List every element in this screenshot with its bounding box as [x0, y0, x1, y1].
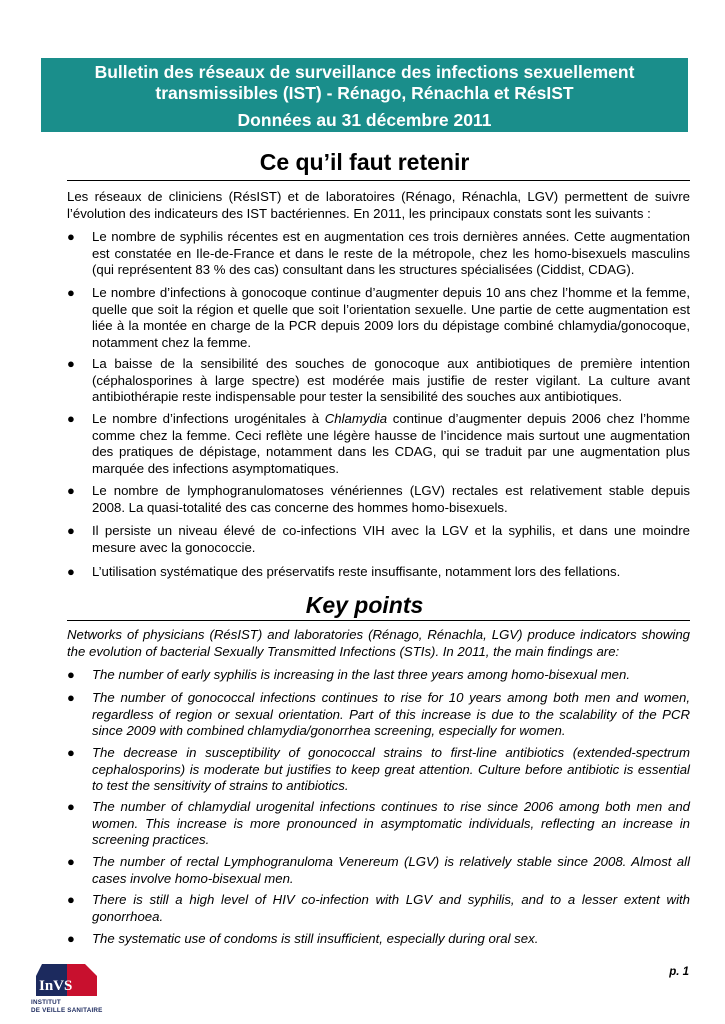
invs-logo-caption [31, 999, 103, 1014]
fr-bullet-5-text: Le nombre de lymphogranulomatoses vénériennes (LGV) rectales est relativement stable depuis 2008. La quasi-totalité des cas concerne des hommes homo-bisexuels. [92, 483, 690, 515]
en-bullet-6-text: There is still a high level of HIV co-infection with LGV and syphilis, and to a lesser extent with gonorrhoea. [92, 892, 690, 924]
fr-bullet-2-text: Le nombre d’infections à gonocoque continue d’augmenter depuis 10 ans chez l’homme et la femme, quelle que soit la région et quelle que soit l’orientation sexuelle. Une partie de cette augmentation est liée à la montée en charge de la PCR depuis 2009 lors du dépistage combiné chlamydia/gonocoque, notamment chez la femme. [92, 285, 690, 350]
bullet-icon: ● [67, 892, 75, 907]
en-intro: Networks of physicians (RésIST) and laboratories (Rénago, Rénachla, LGV) produce indicators showing the evolution of bacterial Sexually Transmitted Infections (STIs). In 2011, the main findings are: [67, 627, 690, 659]
fr-bullet-5 [67, 483, 690, 516]
en-bullet-2 [67, 690, 690, 740]
invs-logo-text: InVS [39, 978, 73, 994]
page-number: p. 1 [669, 966, 689, 978]
en-bullet-7 [67, 931, 690, 948]
fr-bullet-6 [67, 523, 690, 556]
fr-bullet-1-text: Le nombre de syphilis récentes est en augmentation ces trois dernières années. Cette augmentation est constatée en Ile-de-France et dans le reste de la métropole, chez les homo-bisexuels masculins (qui représentent 83 % des cas) consultant dans les structures spécialisées (Ciddist, CDAG). [92, 229, 690, 277]
bullet-icon: ● [67, 667, 75, 682]
invs-logo-mark [33, 962, 103, 998]
fr-bullet-3-text: La baisse de la sensibilité des souches de gonocoque aux antibiotiques de première intention (céphalosporines à large spectre) est modérée mais justifie de rester vigilant. La culture avant antibiothérapie reste indispensable pour tester la sensibilité des souches aux antibiotiques. [92, 356, 690, 404]
fr-bullet-7-text: L’utilisation systématique des préservatifs reste insuffisante, notamment lors des fellations. [92, 564, 621, 579]
fr-intro: Les réseaux de cliniciens (RésIST) et de laboratoires (Rénago, Rénachla, LGV) permettent de suivre l’évolution des indicateurs des IST bactériennes. En 2011, les principaux constats sont les suivants : [67, 189, 690, 221]
en-bullet-3-text: The decrease in susceptibility of gonococcal strains to first-line antibiotics (extended-spectrum cephalosporins) is moderate but justifies to keep great attention. Culture before antibiotic is essential to test the sensitivity of strains to antibiotics. [92, 745, 690, 793]
fr-bullet-6-text: Il persiste un niveau élevé de co-infections VIH avec la LGV et la syphilis, et dans une moindre mesure avec la gonococcie. [92, 523, 690, 555]
fr-bullet-2 [67, 285, 690, 351]
en-bullet-2-text: The number of gonococcal infections continues to rise for 10 years among both men and women, regardless of region or sexual orientation. Part of this increase is due to the scalability of the PCR since 2009 with combined chlamydia/gonorrhea screening, especially for women. [92, 690, 690, 738]
bulletin-header [41, 58, 688, 132]
en-divider [67, 620, 690, 621]
en-bullet-4-text: The number of chlamydial urogenital infections continues to rise since 2006 among both men and women. This increase is more pronounced in asymptomatic individuals, reflecting an increase in screening practices. [92, 799, 690, 847]
invs-logo-line2: DE VEILLE SANITAIRE [31, 1006, 103, 1014]
fr-section-title: Ce qu’il faut retenir [259, 149, 470, 175]
header-title-line2: transmissibles (IST) - Rénago, Rénachla et RésIST [155, 82, 574, 103]
header-date: Données au 31 décembre 2011 [237, 110, 492, 130]
fr-bullet-4-pre: Le nombre d’infections urogénitales à [92, 411, 325, 426]
header-title-line1: Bulletin des réseaux de surveillance des infections sexuellement [94, 62, 635, 82]
en-section-title: Key points [305, 592, 424, 618]
en-bullet-1 [67, 667, 690, 684]
en-bullet-7-text: The systematic use of condoms is still insufficient, especially during oral sex. [92, 931, 539, 946]
en-bullet-6 [67, 892, 690, 925]
bullet-icon: ● [67, 745, 75, 760]
fr-bullet-3 [67, 356, 690, 406]
bullet-icon: ● [67, 931, 75, 946]
invs-logo-line1: INSTITUT [31, 999, 61, 1006]
bullet-icon: ● [67, 523, 75, 538]
bullet-icon: ● [67, 854, 75, 869]
fr-bullet-4-text [92, 411, 690, 477]
bullet-icon: ● [67, 690, 75, 705]
fr-bullet-7 [67, 564, 690, 581]
bullet-icon: ● [67, 356, 75, 371]
bullet-icon: ● [67, 411, 75, 426]
bullet-icon: ● [67, 564, 75, 579]
fr-bullet-4-chlamydia: Chlamydia [324, 411, 388, 426]
en-bullet-5 [67, 854, 690, 887]
en-bullet-1-text: The number of early syphilis is increasing in the last three years among homo-bisexual men. [92, 667, 631, 682]
invs-logo [31, 962, 103, 1018]
bullet-icon: ● [67, 799, 75, 814]
en-bullet-4 [67, 799, 690, 849]
en-bullet-5-text: The number of rectal Lymphogranuloma Venereum (LGV) is relatively stable since 2008. Almost all cases involve homo-bisexual men. [92, 854, 690, 886]
bullet-icon: ● [67, 229, 75, 244]
fr-bullet-4 [67, 411, 690, 477]
en-bullet-3 [67, 745, 690, 795]
fr-bullet-4-post: continue d’augmenter depuis 2006 chez l’homme comme chez la femme. Ceci reflète une légère hausse de l’incidence mais surtout une augmentation des pratiques de dépistage, notamment dans les CDAG, qui se traduit par une augmentation plus marquée des infections asymptomatiques. [92, 411, 690, 476]
bullet-icon: ● [67, 285, 75, 300]
fr-divider [67, 180, 690, 181]
bullet-icon: ● [67, 483, 75, 498]
fr-bullet-1 [67, 229, 690, 279]
